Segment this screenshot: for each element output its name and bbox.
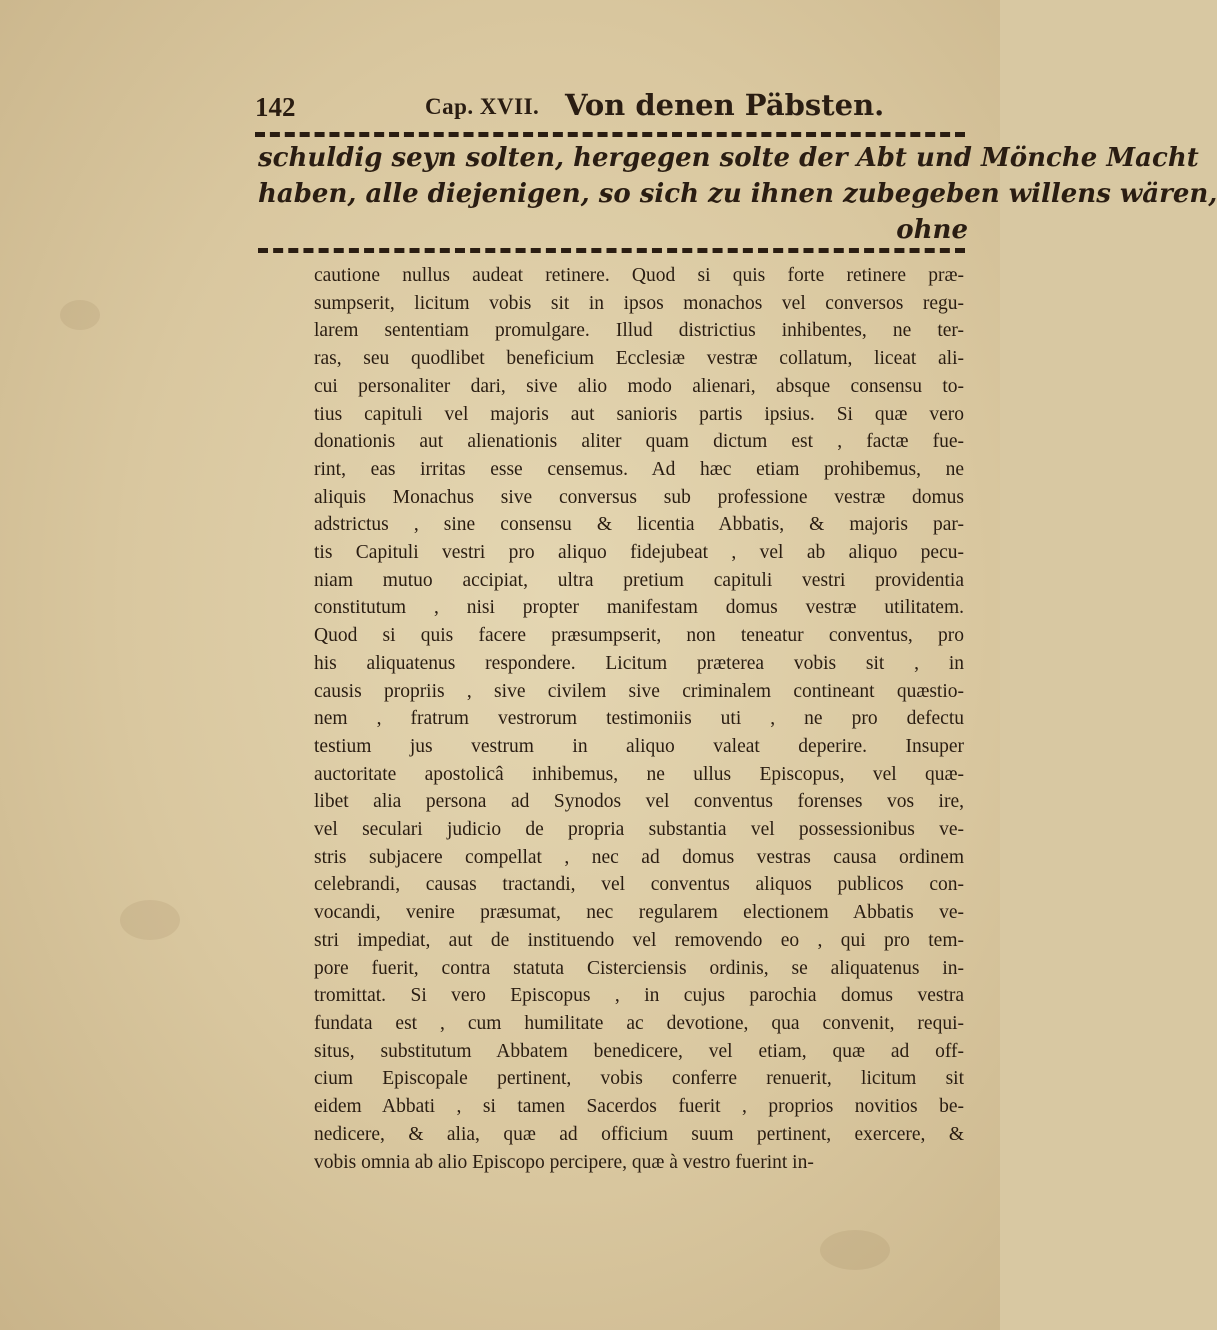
latin-line: sumpserit, licitum vobis sit in ipsos monachos vel conversos regu- bbox=[314, 292, 964, 314]
latin-line: donationis aut alienationis aliter quam dictum est , factæ fue- bbox=[314, 431, 964, 453]
latin-line: libet alia persona ad Synodos vel conventus forenses vos ire, bbox=[314, 791, 964, 813]
latin-line: his aliquatenus respondere. Licitum præterea vobis sit , in bbox=[314, 652, 964, 674]
german-line: ohne bbox=[896, 215, 968, 245]
latin-line: tis Capituli vestri pro aliquo fidejubeat , vel ab aliquo pecu- bbox=[314, 542, 964, 564]
latin-line: cui personaliter dari, sive alio modo alienari, absque consensu to- bbox=[314, 375, 964, 397]
german-line: schuldig seyn solten, hergegen solte der Abt und Mönche Macht bbox=[258, 143, 1199, 173]
section-rule bbox=[258, 248, 965, 253]
latin-line: fundata est , cum humilitate ac devotione, qua convenit, requi- bbox=[314, 1012, 964, 1034]
latin-line: nem , fratrum vestrorum testimoniis uti , ne pro defectu bbox=[314, 708, 964, 730]
latin-line: causis propriis , sive civilem sive criminalem contineant quæstio- bbox=[314, 680, 964, 702]
page-header bbox=[255, 88, 975, 128]
header-rule bbox=[255, 132, 965, 137]
latin-line: celebrandi, causas tractandi, vel conventus aliquos publicos con- bbox=[314, 874, 964, 896]
latin-paragraph bbox=[314, 262, 964, 1176]
paper-stain bbox=[820, 1230, 890, 1270]
paper-stain bbox=[120, 900, 180, 940]
german-paragraph bbox=[258, 140, 1217, 248]
running-title: Von denen Päbsten. bbox=[565, 88, 885, 122]
latin-line: stri impediat, aut de instituendo vel removendo eo , qui pro tem- bbox=[314, 929, 964, 951]
latin-line: cium Episcopale pertinent, vobis conferre renuerit, licitum sit bbox=[314, 1068, 964, 1090]
latin-line: pore fuerit, contra statuta Cisterciensis ordinis, se aliquatenus in- bbox=[314, 957, 964, 979]
latin-line: vobis omnia ab alio Episcopo percipere, quæ à vestro fuerint in- bbox=[314, 1151, 814, 1173]
latin-line: larem sententiam promulgare. Illud districtius inhibentes, ne ter- bbox=[314, 320, 964, 342]
latin-line: eidem Abbati , si tamen Sacerdos fuerit , proprios novitios be- bbox=[314, 1096, 964, 1118]
latin-line: tius capituli vel majoris aut sanioris partis ipsius. Si quæ vero bbox=[314, 403, 964, 425]
latin-line: cautione nullus audeat retinere. Quod si quis forte retinere præ- bbox=[314, 265, 964, 286]
latin-line: adstrictus , sine consensu & licentia Abbatis, & majoris par- bbox=[314, 514, 964, 536]
latin-line: stris subjacere compellat , nec ad domus vestras causa ordinem bbox=[314, 846, 964, 868]
latin-line: rint, eas irritas esse censemus. Ad hæc etiam prohibemus, ne bbox=[314, 458, 964, 480]
latin-line: nedicere, & alia, quæ ad officium suum pertinent, exercere, & bbox=[314, 1123, 964, 1145]
latin-line: constitutum , nisi propter manifestam domus vestræ utilitatem. bbox=[314, 597, 964, 619]
latin-line: situs, substitutum Abbatem benedicere, vel etiam, quæ ad off- bbox=[314, 1040, 964, 1062]
latin-line: vel seculari judicio de propria substantia vel possessionibus ve- bbox=[314, 819, 964, 841]
chapter-label: Cap. XVII. bbox=[425, 94, 540, 119]
latin-line: auctoritate apostolicâ inhibemus, ne ullus Episcopus, vel quæ- bbox=[314, 763, 964, 785]
paper-stain bbox=[60, 300, 100, 330]
latin-line: Quod si quis facere præsumpserit, non teneatur conventus, pro bbox=[314, 625, 964, 647]
latin-line: vocandi, venire præsumat, nec regularem electionem Abbatis ve- bbox=[314, 902, 964, 924]
latin-line: testium jus vestrum in aliquo valeat deperire. Insuper bbox=[314, 735, 964, 757]
latin-line: ras, seu quodlibet beneficium Ecclesiæ vestræ collatum, liceat ali- bbox=[314, 348, 964, 370]
latin-line: tromittat. Si vero Episcopus , in cujus parochia domus vestra bbox=[314, 985, 964, 1007]
page-number: 142 bbox=[255, 92, 296, 122]
latin-line: niam mutuo accipiat, ultra pretium capituli vestri providentia bbox=[314, 569, 964, 591]
latin-line: aliquis Monachus sive conversus sub professione vestræ domus bbox=[314, 486, 964, 508]
german-line: haben, alle diejenigen, so sich zu ihnen zubegeben willens wären, bbox=[258, 179, 1217, 209]
